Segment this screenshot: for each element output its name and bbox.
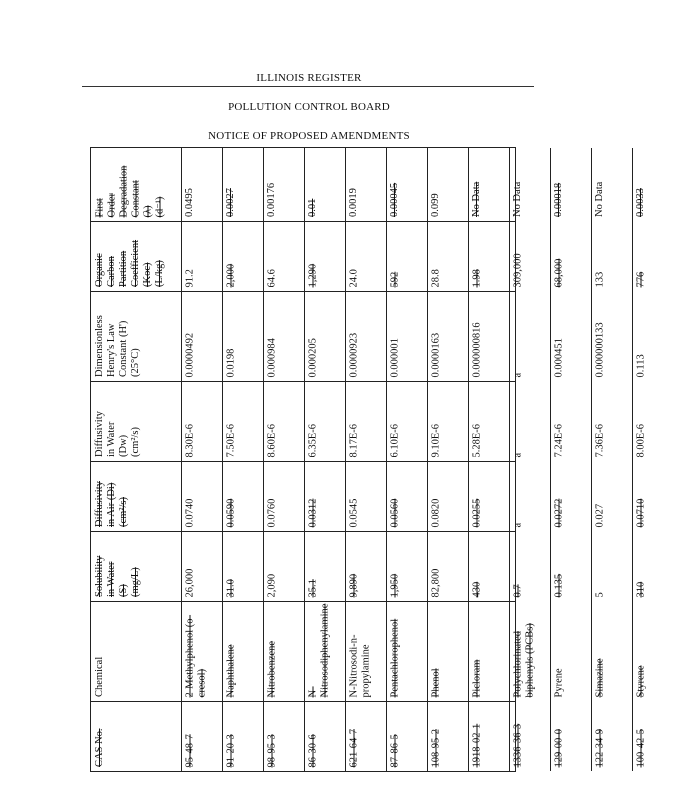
table-cell-sol-cell bbox=[263, 531, 304, 601]
table-cell-chem: N-Nitrosodiphenylamine bbox=[307, 603, 330, 697]
table-cell-dair: 0.0740 bbox=[184, 498, 195, 527]
table-cell-sol: 82,800 bbox=[430, 568, 441, 597]
column-header-cell bbox=[91, 601, 181, 701]
table-cell-deg-cell bbox=[304, 148, 345, 221]
table-cell-koc: 24.0 bbox=[348, 268, 359, 287]
table-cell-sol: 310 bbox=[635, 581, 646, 597]
table-cell-chem-cell bbox=[591, 601, 632, 701]
table-cell-dair: 0.0312 bbox=[307, 498, 318, 527]
table-cell-deg: No Data bbox=[512, 181, 523, 217]
column-header-cell bbox=[91, 461, 181, 531]
table-cell-sol-cell bbox=[509, 531, 550, 601]
table-cell-koc: 133 bbox=[594, 271, 605, 287]
column-header: Diffusivity in Air (Di) (cm²/s) bbox=[94, 481, 129, 527]
table-cell-koc: 776 bbox=[635, 271, 646, 287]
board-title: POLLUTION CONTROL BOARD bbox=[228, 101, 390, 113]
table-cell-koc-cell bbox=[345, 221, 386, 291]
table-cell-dwat-cell bbox=[181, 381, 222, 461]
table-cell-koc: 592 bbox=[389, 271, 400, 287]
table-cell-deg: 0.0019 bbox=[348, 188, 359, 217]
table-cell-henry: 0.000205 bbox=[307, 337, 318, 377]
table-cell-dair: 0.0272 bbox=[553, 498, 564, 527]
table-cell-dwat: 8.17E-6 bbox=[348, 423, 359, 457]
table-cell-chem-cell bbox=[509, 601, 550, 701]
table-cell-deg: 0.0027 bbox=[225, 188, 236, 217]
table-cell-koc-cell bbox=[304, 221, 345, 291]
table-cell-deg: 0.0033 bbox=[635, 188, 646, 217]
table-cell-deg: 0.00176 bbox=[266, 182, 277, 217]
table-cell-koc-cell bbox=[386, 221, 427, 291]
table-cell-dair: 0.027 bbox=[594, 503, 605, 527]
table-cell-deg-cell bbox=[222, 148, 263, 221]
table-cell-koc-cell bbox=[263, 221, 304, 291]
table-cell-deg-cell bbox=[386, 148, 427, 221]
table-cell-dwat: 8.30E-6 bbox=[184, 423, 195, 457]
table-cell-sol-cell bbox=[345, 531, 386, 601]
table-cell-sol: 0.7 bbox=[512, 583, 523, 597]
table-cell-henry-cell bbox=[550, 291, 591, 381]
table-cell-dwat: 7.36E-6 bbox=[594, 423, 605, 457]
column-header-cell bbox=[91, 148, 181, 221]
table-cell-dair: 0.0820 bbox=[430, 498, 441, 527]
table-cell-cas: 98-95-3 bbox=[266, 733, 277, 767]
table-cell-chem: Pyrene bbox=[553, 667, 564, 697]
table-cell-henry-cell bbox=[304, 291, 345, 381]
table-cell-cas-cell bbox=[427, 701, 468, 771]
table-cell-koc-cell bbox=[427, 221, 468, 291]
table-cell-henry: 0.000000133 bbox=[594, 321, 605, 377]
table-cell-deg-cell bbox=[509, 148, 550, 221]
table-cell-henry-cell bbox=[632, 291, 673, 381]
table-cell-chem: Naphthalene bbox=[225, 643, 236, 697]
table-cell-cas-cell bbox=[550, 701, 591, 771]
table-cell-cas-cell bbox=[345, 701, 386, 771]
table-cell-deg-cell bbox=[345, 148, 386, 221]
table-cell-dair: 0.0760 bbox=[266, 498, 277, 527]
table-cell-dwat-cell bbox=[304, 381, 345, 461]
table-cell-dair-cell bbox=[222, 461, 263, 531]
table-cell-chem: Pentachlorophenol bbox=[389, 618, 400, 697]
table-cell-koc: 1,290 bbox=[307, 263, 318, 287]
column-header-cell bbox=[91, 221, 181, 291]
table-cell-koc: 309,000 bbox=[512, 252, 523, 287]
table-cell-dwat-cell bbox=[591, 381, 632, 461]
table-cell-chem: Polychlorinated biphenyls (PCBs) bbox=[512, 622, 535, 697]
table-cell-dair-cell bbox=[304, 461, 345, 531]
table-cell-sol: 430 bbox=[471, 581, 482, 597]
table-cell-henry: 0.0000163 bbox=[430, 332, 441, 377]
table-cell-chem-cell bbox=[386, 601, 427, 701]
table-cell-henry-cell bbox=[468, 291, 509, 381]
table-cell-koc: 91.2 bbox=[184, 268, 195, 287]
table-cell-henry: a bbox=[512, 372, 523, 377]
header-rule bbox=[82, 86, 534, 87]
table-cell-dwat-cell bbox=[386, 381, 427, 461]
table-cell-dwat: 7.50E-6 bbox=[225, 423, 236, 457]
table-cell-cas: 108-95-2 bbox=[430, 728, 441, 767]
table-cell-dair-cell bbox=[591, 461, 632, 531]
table-cell-dair: 0.0560 bbox=[389, 498, 400, 527]
column-header: Solubility in Water (S) (mg/L) bbox=[94, 555, 141, 597]
table-cell-dwat: 6.35E-6 bbox=[307, 423, 318, 457]
table-cell-sol-cell bbox=[427, 531, 468, 601]
table-cell-dwat: 9.10E-6 bbox=[430, 423, 441, 457]
table-cell-chem-cell bbox=[427, 601, 468, 701]
table-cell-henry: 0.000451 bbox=[553, 337, 564, 377]
table-cell-cas-cell bbox=[386, 701, 427, 771]
table-cell-cas: 100-42-5 bbox=[635, 728, 646, 767]
table-cell-dwat: 8.00E-6 bbox=[635, 423, 646, 457]
table-cell-henry: 0.000000816 bbox=[471, 321, 482, 377]
table-cell-deg: 0.0495 bbox=[184, 188, 195, 217]
table-cell-dair-cell bbox=[632, 461, 673, 531]
table-cell-koc-cell bbox=[591, 221, 632, 291]
table-cell-koc-cell bbox=[509, 221, 550, 291]
table-cell-koc: 28.8 bbox=[430, 268, 441, 287]
table-cell-chem-cell bbox=[345, 601, 386, 701]
column-header: CAS No. bbox=[94, 728, 105, 767]
table-cell-chem-cell bbox=[632, 601, 673, 701]
table-cell-dwat-cell bbox=[468, 381, 509, 461]
column-header-cell bbox=[91, 701, 181, 771]
table-cell-dwat-cell bbox=[222, 381, 263, 461]
table-cell-henry: 0.113 bbox=[635, 353, 646, 377]
table-cell-dair: 0.0545 bbox=[348, 498, 359, 527]
table-cell-dair-cell bbox=[181, 461, 222, 531]
table-cell-sol: 9,890 bbox=[348, 573, 359, 597]
table-cell-henry-cell bbox=[263, 291, 304, 381]
table-cell-dair-cell bbox=[345, 461, 386, 531]
table-cell-chem: N-Nitrosodi-n-propylamine bbox=[348, 634, 371, 697]
table-cell-sol: 0.135 bbox=[553, 573, 564, 597]
table-cell-dwat: 5.28E-6 bbox=[471, 423, 482, 457]
table-cell-deg: 0.099 bbox=[430, 193, 441, 217]
table-cell-henry: 0.0198 bbox=[225, 348, 236, 377]
table-cell-cas-cell bbox=[263, 701, 304, 771]
table-cell-chem-cell bbox=[304, 601, 345, 701]
register-title: ILLINOIS REGISTER bbox=[256, 72, 362, 84]
table-cell-henry-cell bbox=[386, 291, 427, 381]
table-cell-deg: 0.01 bbox=[307, 198, 318, 217]
table-cell-chem: Simazine bbox=[594, 657, 605, 697]
table-cell-henry: 0.0000923 bbox=[348, 332, 359, 377]
table-cell-cas-cell bbox=[591, 701, 632, 771]
table-cell-chem-cell bbox=[263, 601, 304, 701]
table-cell-cas: 95-48-7 bbox=[184, 733, 195, 767]
table-cell-sol-cell bbox=[468, 531, 509, 601]
table-cell-chem: Styrene bbox=[635, 664, 646, 697]
table-cell-sol: 2,090 bbox=[266, 573, 277, 597]
table-cell-koc-cell bbox=[468, 221, 509, 291]
table-cell-dair-cell bbox=[427, 461, 468, 531]
column-header: Organic Carbon Partition Coefficient (Koc) (L/kg) bbox=[94, 239, 165, 287]
table-cell-chem: Picloram bbox=[471, 659, 482, 697]
table-cell-deg-cell bbox=[427, 148, 468, 221]
table-cell-henry-cell bbox=[427, 291, 468, 381]
table-cell-dwat-cell bbox=[263, 381, 304, 461]
table-cell-cas: 129-00-0 bbox=[553, 728, 564, 767]
table-cell-cas: 91-20-3 bbox=[225, 733, 236, 767]
table-cell-deg-cell bbox=[591, 148, 632, 221]
table-cell-chem: 2-Methylphenol (o-cresol) bbox=[184, 614, 207, 697]
table-cell-chem: Phenol bbox=[430, 667, 441, 697]
column-header-cell bbox=[91, 381, 181, 461]
column-header: Dimensionless Henry's Law Constant (H') (25°C) bbox=[94, 315, 141, 377]
table-cell-dwat-cell bbox=[632, 381, 673, 461]
table-cell-cas: 87-86-5 bbox=[389, 733, 400, 767]
table-cell-chem-cell bbox=[468, 601, 509, 701]
table-cell-cas: 122-34-9 bbox=[594, 728, 605, 767]
table-cell-dair-cell bbox=[468, 461, 509, 531]
table-cell-koc: 1.98 bbox=[471, 268, 482, 287]
table-cell-sol-cell bbox=[181, 531, 222, 601]
table-cell-henry: 0.000984 bbox=[266, 337, 277, 377]
table-cell-deg-cell bbox=[632, 148, 673, 221]
table-cell-henry: 0.000001 bbox=[389, 337, 400, 377]
table-cell-koc: 64.6 bbox=[266, 268, 277, 287]
table-cell-sol-cell bbox=[386, 531, 427, 601]
table-cell-koc: 68,000 bbox=[553, 258, 564, 287]
table-cell-cas-cell bbox=[181, 701, 222, 771]
table-cell-henry: 0.0000492 bbox=[184, 332, 195, 377]
table-cell-cas: 621-64-7 bbox=[348, 728, 359, 767]
table-cell-cas: 1918-02-1 bbox=[471, 723, 482, 767]
table-cell-dair: 0.0590 bbox=[225, 498, 236, 527]
table-cell-deg-cell bbox=[550, 148, 591, 221]
table-cell-cas: 86-30-6 bbox=[307, 733, 318, 767]
table-cell-deg-cell bbox=[181, 148, 222, 221]
table-cell-dair-cell bbox=[509, 461, 550, 531]
table-cell-dair-cell bbox=[550, 461, 591, 531]
table-cell-sol-cell bbox=[591, 531, 632, 601]
table-cell-dair: a bbox=[512, 522, 523, 527]
table-cell-koc-cell bbox=[222, 221, 263, 291]
table-cell-dair-cell bbox=[386, 461, 427, 531]
table-cell-deg-cell bbox=[263, 148, 304, 221]
table-cell-dwat-cell bbox=[345, 381, 386, 461]
table-cell-sol-cell bbox=[222, 531, 263, 601]
column-header-cell bbox=[91, 531, 181, 601]
column-header: First Order Degradation Constant (λ) (d⁻¹) bbox=[94, 165, 165, 217]
table-cell-chem-cell bbox=[222, 601, 263, 701]
table-cell-henry-cell bbox=[345, 291, 386, 381]
column-header: Chemical bbox=[94, 656, 105, 697]
table-cell-henry-cell bbox=[181, 291, 222, 381]
table-cell-deg: 0.00045 bbox=[389, 182, 400, 217]
table-cell-dair-cell bbox=[263, 461, 304, 531]
table-cell-sol: 31.0 bbox=[225, 578, 236, 597]
table-cell-deg: No Data bbox=[594, 181, 605, 217]
table-cell-sol-cell bbox=[550, 531, 591, 601]
notice-title: NOTICE OF PROPOSED AMENDMENTS bbox=[208, 130, 410, 142]
table-cell-cas: 1336-36-3 bbox=[512, 723, 523, 767]
table-cell-dwat-cell bbox=[509, 381, 550, 461]
table-cell-henry-cell bbox=[222, 291, 263, 381]
table-cell-dwat: a bbox=[512, 452, 523, 457]
table-cell-dwat-cell bbox=[427, 381, 468, 461]
table-cell-dair: 0.0710 bbox=[635, 498, 646, 527]
table-cell-koc-cell bbox=[181, 221, 222, 291]
table-cell-sol-cell bbox=[632, 531, 673, 601]
table-cell-koc: 2,000 bbox=[225, 263, 236, 287]
table-cell-cas-cell bbox=[222, 701, 263, 771]
table-cell-sol-cell bbox=[304, 531, 345, 601]
table-cell-sol: 1,950 bbox=[389, 573, 400, 597]
table-cell-dair: 0.0255 bbox=[471, 498, 482, 527]
table-cell-dwat: 6.10E-6 bbox=[389, 423, 400, 457]
table-cell-chem-cell bbox=[550, 601, 591, 701]
table-cell-cas-cell bbox=[468, 701, 509, 771]
table-cell-koc-cell bbox=[550, 221, 591, 291]
table-cell-koc-cell bbox=[632, 221, 673, 291]
column-header: Diffusivity in Water (Dw) (cm²/s) bbox=[94, 411, 141, 457]
column-header-cell bbox=[91, 291, 181, 381]
table-cell-dwat-cell bbox=[550, 381, 591, 461]
table-cell-deg: No Data bbox=[471, 181, 482, 217]
chemical-properties-table bbox=[90, 147, 646, 772]
table-cell-henry-cell bbox=[591, 291, 632, 381]
table-cell-chem-cell bbox=[181, 601, 222, 701]
table-cell-sol: 26,000 bbox=[184, 568, 195, 597]
table-cell-cas-cell bbox=[304, 701, 345, 771]
table-cell-dwat: 7.24E-6 bbox=[553, 423, 564, 457]
table-cell-deg: 0.00018 bbox=[553, 182, 564, 217]
table-cell-cas-cell bbox=[632, 701, 673, 771]
table-cell-dwat: 8.60E-6 bbox=[266, 423, 277, 457]
table-cell-cas-cell bbox=[509, 701, 550, 771]
table-cell-deg-cell bbox=[468, 148, 509, 221]
table-cell-henry-cell bbox=[509, 291, 550, 381]
table-cell-chem: Nitrobenzene bbox=[266, 640, 277, 697]
table-cell-sol: 5 bbox=[594, 591, 605, 597]
table-cell-sol: 35.1 bbox=[307, 578, 318, 597]
